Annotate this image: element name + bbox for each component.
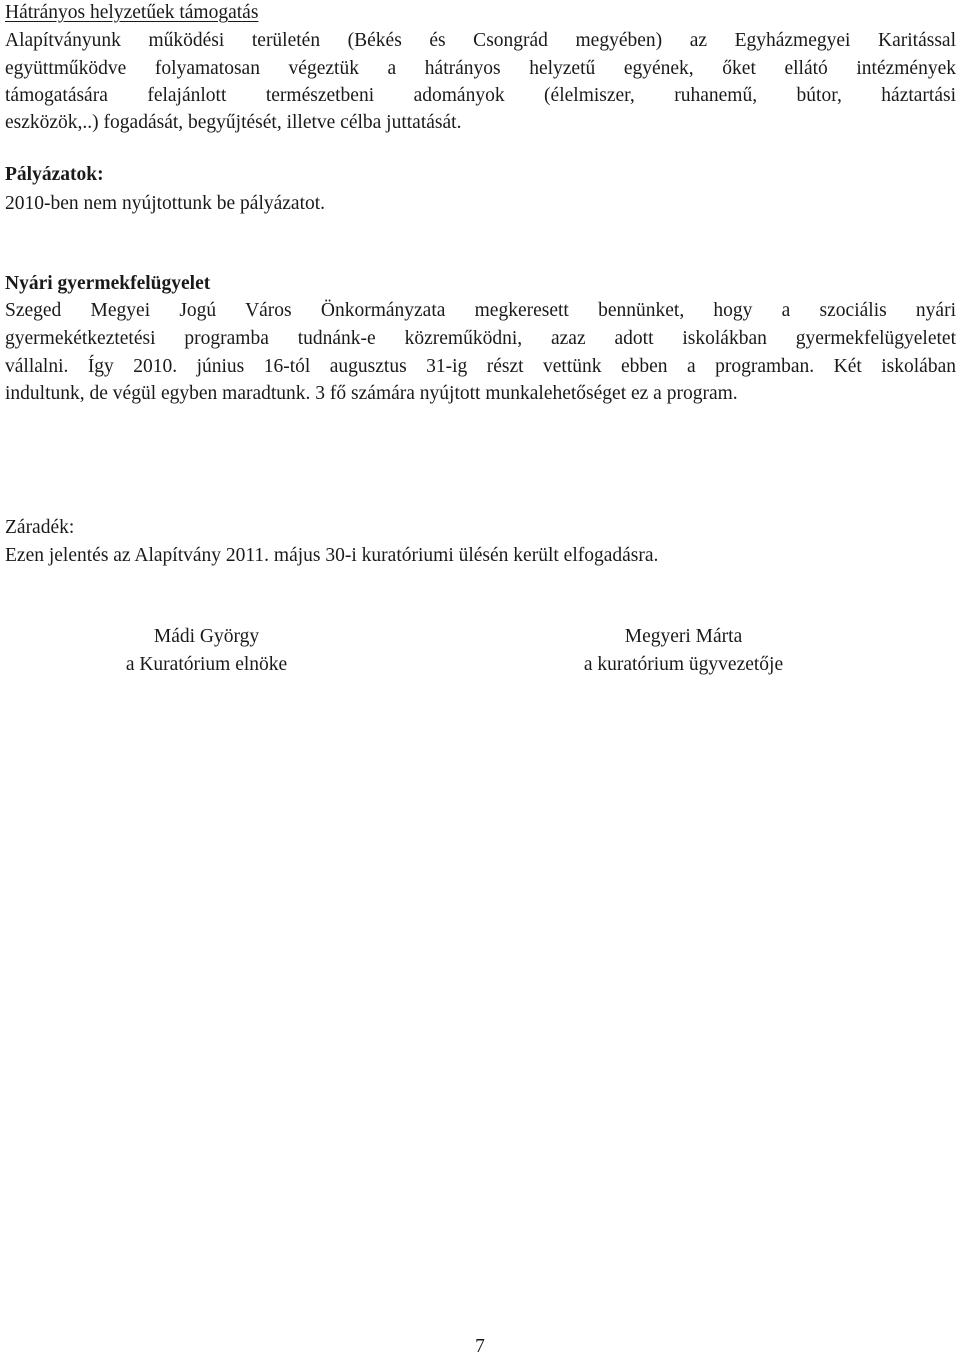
- paragraph-line: gyermekétkeztetési programba tudnánk-e közreműködni, azaz adott iskolákban gyermekfelügyeletet: [5, 328, 956, 349]
- paragraph-line: támogatására felajánlott természetbeni adományok (élelmiszer, ruhanemű, bútor, háztartási: [5, 85, 956, 106]
- section-heading-nyari: Nyári gyermekfelügyelet: [5, 273, 211, 294]
- section-heading-zaradek: Záradék:: [5, 517, 75, 538]
- signature-left-name: Mádi György: [153, 626, 260, 647]
- paragraph-line: Ezen jelentés az Alapítvány 2011. május 30-i kuratóriumi ülésén került elfogadásra.: [5, 545, 659, 566]
- paragraph-line: eszközök,..) fogadását, begyűjtését, illetve célba juttatását.: [5, 112, 462, 133]
- paragraph-line: Alapítványunk működési területén (Békés és Csongrád megyében) az Egyházmegyei Karitással: [5, 30, 956, 51]
- paragraph-line: 2010-ben nem nyújtottunk be pályázatot.: [5, 193, 326, 214]
- signature-right-role: a kuratórium ügyvezetője: [583, 654, 784, 675]
- paragraph-line: együttműködve folyamatosan végeztük a hátrányos helyzetű egyének, őket ellátó intézmények: [5, 58, 956, 79]
- signature-left-role: a Kuratórium elnöke: [125, 654, 288, 675]
- signature-right-name: Megyeri Márta: [624, 626, 743, 647]
- section-heading-palyazatok: Pályázatok:: [5, 164, 104, 185]
- paragraph-line: indultunk, de végül egyben maradtunk. 3 fő számára nyújtott munkalehetőséget ez a program.: [5, 383, 738, 404]
- page-number: 7: [475, 1336, 485, 1357]
- paragraph-line: vállalni. Így 2010. június 16-tól augusztus 31-ig részt vettünk ebben a programban. Két iskolában: [5, 356, 956, 377]
- section-heading-hatranyos: Hátrányos helyzetűek támogatás: [5, 2, 259, 23]
- paragraph-line: Szeged Megyei Jogú Város Önkormányzata megkeresett bennünket, hogy a szociális nyári: [5, 300, 956, 321]
